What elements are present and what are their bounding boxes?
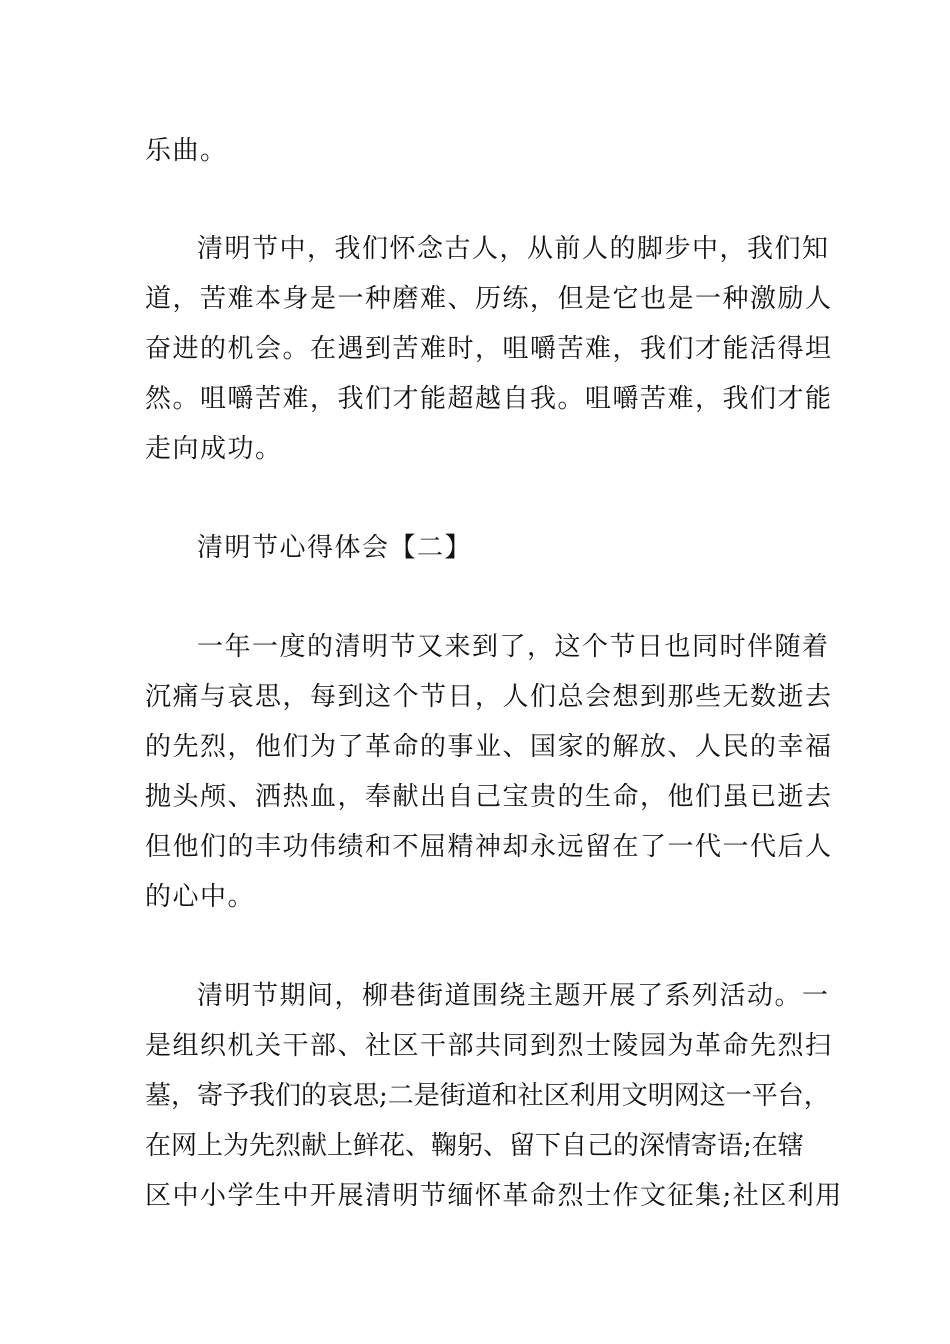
text-line: 乐曲。 [145, 136, 228, 166]
text-line: 一年一度的清明节又来到了，这个节日也同时伴随着 [197, 632, 830, 662]
text-line: 道，苦难本身是一种磨难、历练，但是它也是一种激励人 [145, 284, 833, 314]
text-line: 区中小学生中开展清明节缅怀革命烈士作文征集;社区利用 [145, 1181, 843, 1211]
text-line: 然。咀嚼苦难，我们才能超越自我。咀嚼苦难，我们才能 [145, 384, 833, 414]
text-line: 在网上为先烈献上鲜花、鞠躬、留下自己的深情寄语;在辖 [145, 1131, 804, 1161]
text-line: 但他们的丰功伟绩和不屈精神却永远留在了一代一代后人 [145, 832, 833, 862]
fragment-top [145, 126, 825, 176]
text-line: 的先烈，他们为了革命的事业、国家的解放、人民的幸福 [145, 732, 833, 762]
text-line: 墓，寄予我们的哀思;二是街道和社区利用文明网这一平台， [145, 1081, 830, 1111]
paragraph-3 [145, 971, 843, 1221]
text-line: 奋进的机会。在遇到苦难时，咀嚼苦难，我们才能活得坦 [145, 334, 833, 364]
paragraph-2 [145, 622, 833, 922]
text-line: 是组织机关干部、社区干部共同到烈士陵园为革命先烈扫 [145, 1031, 833, 1061]
text-line: 清明节中，我们怀念古人，从前人的脚步中，我们知 [197, 234, 830, 264]
text-line: 沉痛与哀思，每到这个节日，人们总会想到那些无数逝去 [145, 682, 833, 712]
section-heading [145, 523, 825, 573]
text-line: 清明节期间，柳巷街道围绕主题开展了系列活动。一 [197, 981, 830, 1011]
paragraph-1 [145, 224, 833, 474]
text-line: 抛头颅、洒热血，奉献出自己宝贵的生命，他们虽已逝去 [145, 782, 833, 812]
text-line: 的心中。 [145, 882, 256, 912]
text-line: 走向成功。 [145, 434, 283, 464]
heading-text: 清明节心得体会【二】 [197, 533, 473, 563]
